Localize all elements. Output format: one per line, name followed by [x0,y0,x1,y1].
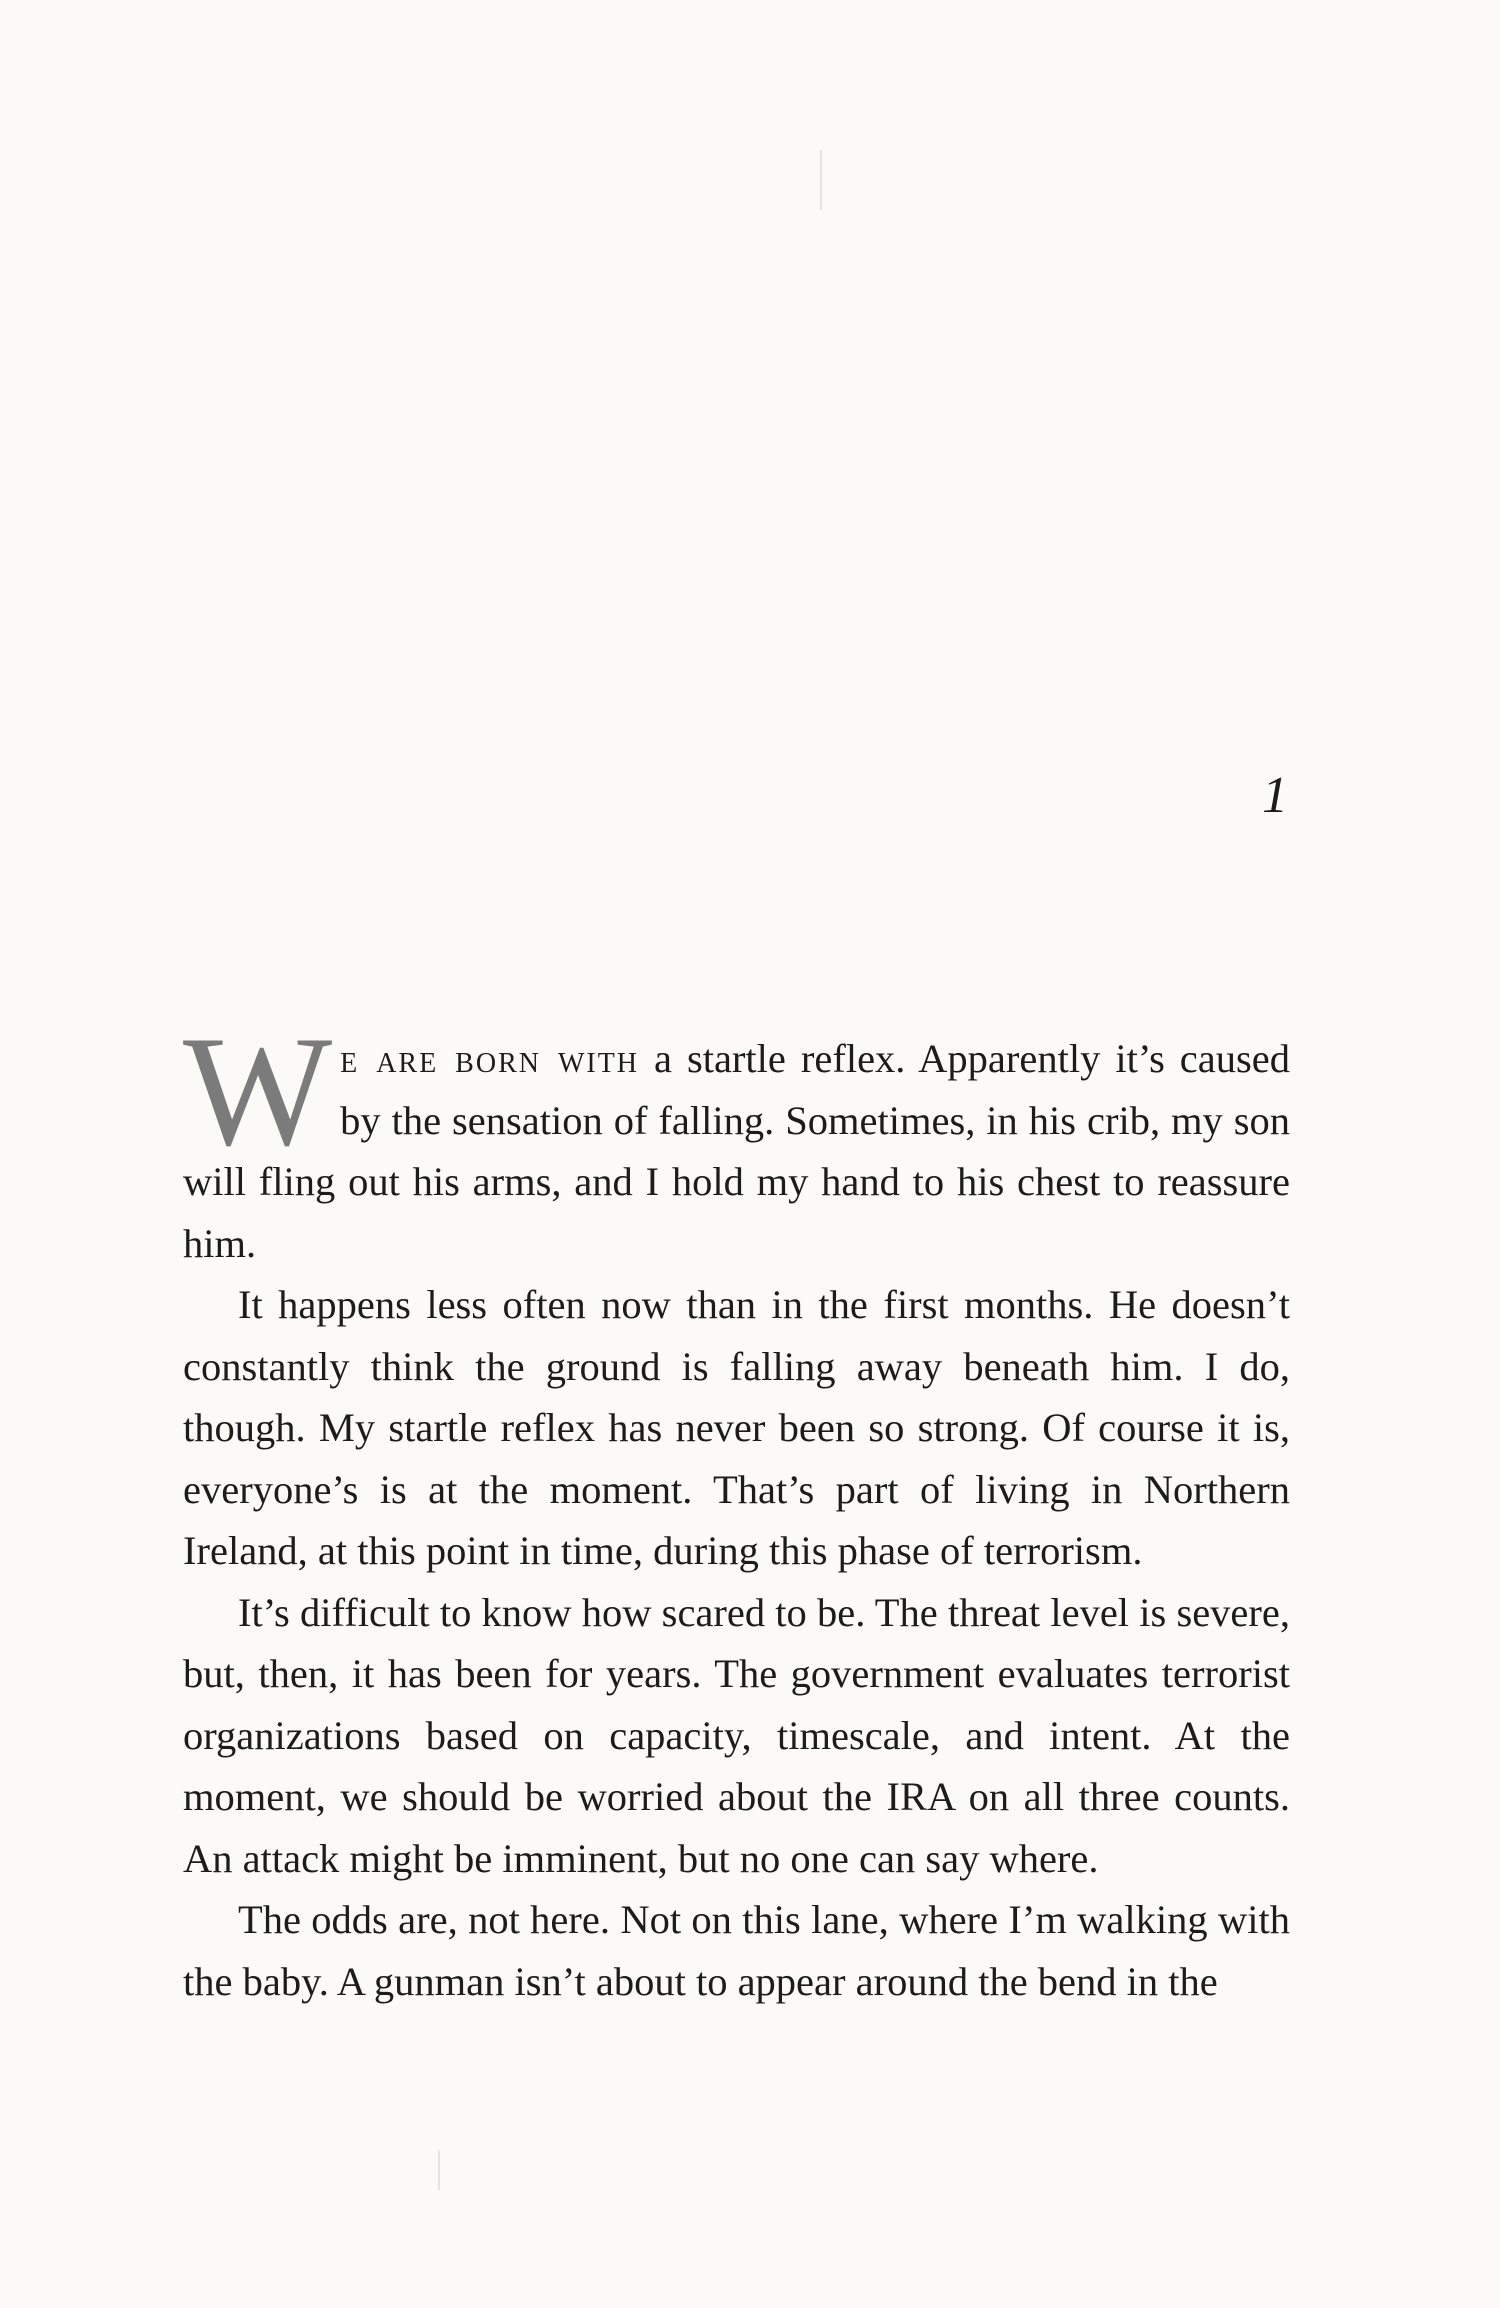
paragraph-1-text: a startle reflex. Apparently it’s caused by the sensation of falling. Sometimes, in his crib, my son will fling out his arms, and I hold my hand to his chest to reassure him. [183,1036,1290,1266]
chapter-number: 1 [1262,767,1288,824]
paragraph-3: It’s difficult to know how scared to be. The threat level is severe, but, then, it has been for years. The government evaluates terrorist organizations based on capacity, timescale, and intent. At the moment, we should be worried about the IRA on all three counts. An attack might be imminent, but no one can say where. [183,1589,1290,1881]
chapter-body [183,1004,1290,2012]
lead-in-small-caps: e are born with [340,1036,640,1081]
scan-artifact-line [820,150,822,210]
paragraph-4: The odds are, not here. Not on this lane, where I’m walking with the baby. A gunman isn’t about to appear around the bend in the [183,1897,1290,2004]
paragraph-2: It happens less often now than in the first months. He doesn’t constantly think the ground is falling away beneath him. I do, though. My startle reflex has never been so strong. Of course it is, everyone’s is at the moment. That’s part of living in Northern Ireland, at this point in time, during this phase of terrorism. [183,1282,1290,1573]
paragraph-1 [183,1004,1290,1274]
scan-artifact-line [438,2150,440,2190]
drop-cap: W [183,1004,333,1179]
